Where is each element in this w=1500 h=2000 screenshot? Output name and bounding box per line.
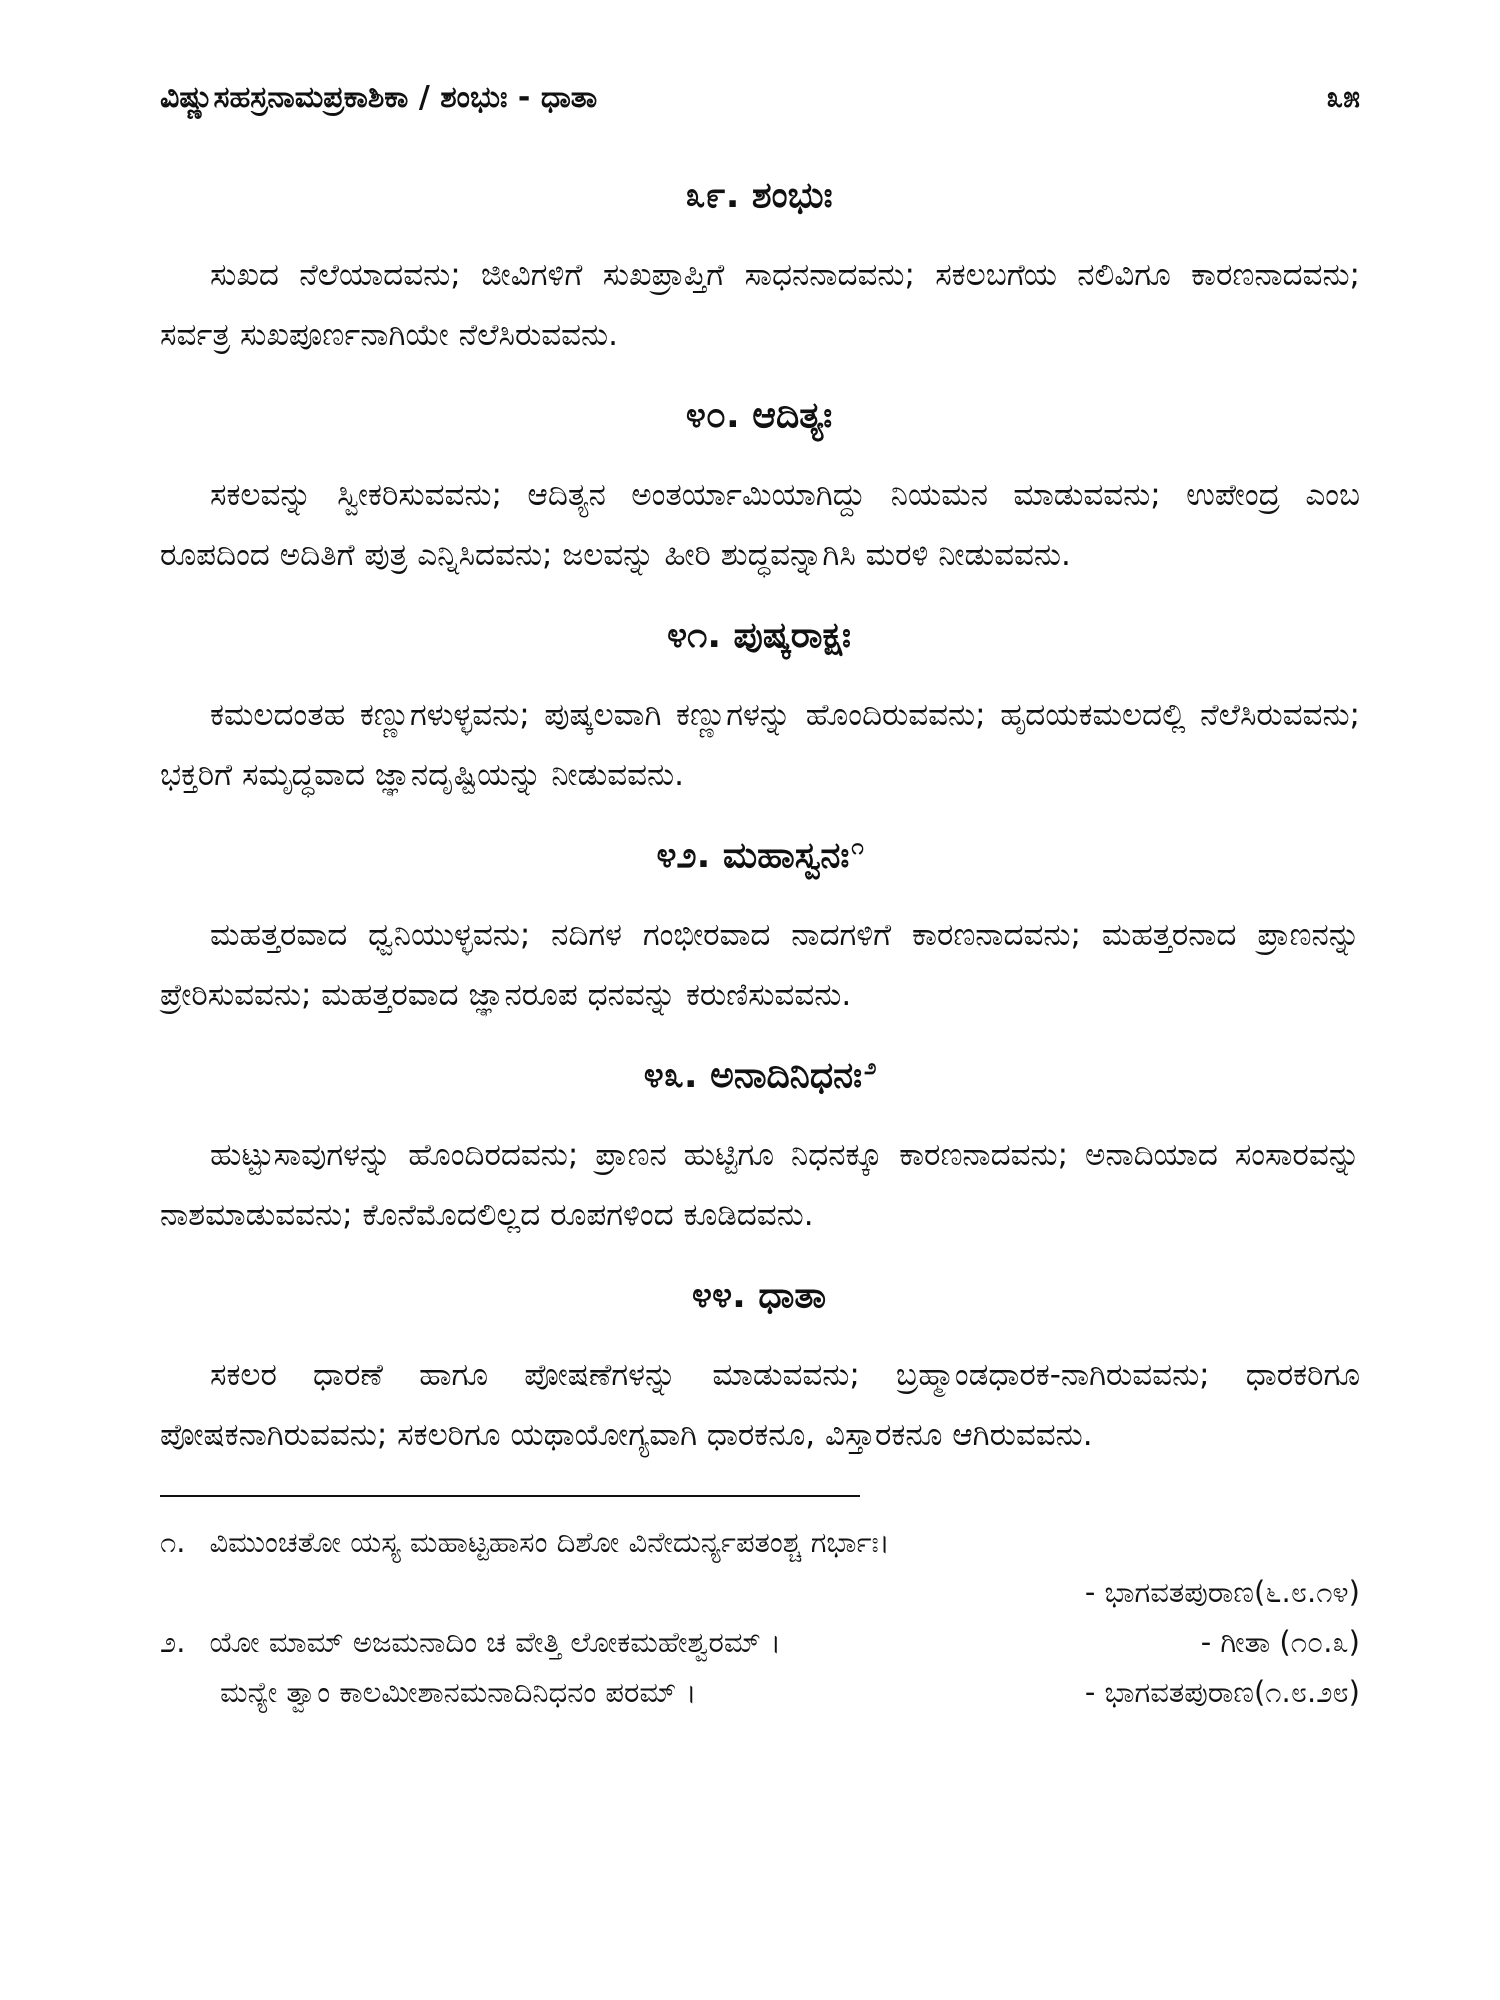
entry-heading [160,615,1360,657]
footnote-source: - ಗೀತಾ (೧೦.೩) [1200,1625,1360,1659]
page-number: ೩೫ [1326,80,1360,115]
entry [160,395,1360,585]
entry-heading-text: ೪೪. ಧಾತಾ [691,1275,827,1316]
entry-text: ಕಮಲದಂತಹ ಕಣ್ಣುಗಳುಳ್ಳವನು; ಪುಷ್ಕಲವಾಗಿ ಕಣ್ಣುಗಳನ್ನು ಹೊಂದಿರುವವನು; ಹೃದಯಕಮಲದಲ್ಲಿ ನೆಲೆಸಿರುವವನು; ಭಕ್ತರಿಗೆ ಸಮೃದ್ಧವಾದ ಜ್ಞಾನದೃಷ್ಟಿಯನ್ನು ನೀಡುವವನು. [160,697,1360,793]
running-title: ವಿಷ್ಣುಸಹಸ್ರನಾಮಪ್ರಕಾಶಿಕಾ / ಶಂಭುಃ - ಧಾತಾ [160,80,598,115]
entry-heading [160,175,1360,217]
footnote-ref: ೨ [864,1055,877,1080]
footnote-2 [160,1617,1360,1667]
footnote-ref: ೧ [851,835,864,860]
entry-heading [160,395,1360,437]
footnote-2-main [160,1617,781,1667]
footnote-1-main [160,1517,890,1567]
footnote-verse: ವಿಮುಂಚತೋ ಯಸ್ಯ ಮಹಾಟ್ಟಹಾಸಂ ದಿಶೋ ವಿನೇದುರ್ನ್ಯಪತಂಶ್ಚ ಗರ್ಭಾಃ। [209,1525,890,1559]
running-header [160,80,1360,115]
footnotes [160,1517,1360,1717]
entry-text: ಸಕಲರ ಧಾರಣೆ ಹಾಗೂ ಪೋಷಣೆಗಳನ್ನು ಮಾಡುವವನು; ಬ್ರಹ್ಮಾಂಡಧಾರಕ-ನಾಗಿರುವವನು; ಧಾರಕರಿಗೂ ಪೋಷಕನಾಗಿರುವವನು; ಸಕಲರಿಗೂ ಯಥಾಯೋಗ್ಯವಾಗಿ ಧಾರಕನೂ, ವಿಸ್ತಾರಕನೂ ಆಗಿರುವವನು. [160,1357,1360,1453]
footnote-verse: ಯೋ ಮಾಮ್ ಅಜಮನಾದಿಂ ಚ ವೇತ್ತಿ ಲೋಕಮಹೇಶ್ವರಮ್ । [209,1625,782,1659]
entry-text: ಹುಟ್ಟುಸಾವುಗಳನ್ನು ಹೊಂದಿರದವನು; ಪ್ರಾಣನ ಹುಟ್ಟಿಗೂ ನಿಧನಕ್ಕೂ ಕಾರಣನಾದವನು; ಅನಾದಿಯಾದ ಸಂಸಾರವನ್ನು ನಾಶಮಾಡುವವನು; ಕೊನೆಮೊದಲಿಲ್ಲದ ರೂಪಗಳಿಂದ ಕೂಡಿದವನು. [160,1137,1360,1233]
entry [160,1055,1360,1245]
entry [160,835,1360,1025]
entry-heading-text: ೪೨. ಮಹಾಸ್ವನಃ [656,835,850,876]
page [160,80,1360,1717]
entry-heading-text: ೪೩. ಅನಾದಿನಿಧನಃ [643,1055,863,1096]
footnote-number: ೨. [160,1625,186,1659]
entry-text: ಸುಖದ ನೆಲೆಯಾದವನು; ಜೀವಿಗಳಿಗೆ ಸುಖಪ್ರಾಪ್ತಿಗೆ ಸಾಧನನಾದವನು; ಸಕಲಬಗೆಯ ನಲಿವಿಗೂ ಕಾರಣನಾದವನು; ಸರ್ವತ್ರ ಸುಖಪೂರ್ಣನಾಗಿಯೇ ನೆಲೆಸಿರುವವನು. [160,257,1360,353]
entry-heading-text: ೪೧. ಪುಷ್ಕರಾಕ್ಷಃ [667,615,851,656]
entry-heading-text: ೪೦. ಆದಿತ್ಯಃ [685,395,833,436]
entry-text: ಮಹತ್ತರವಾದ ಧ್ವನಿಯುಳ್ಳವನು; ನದಿಗಳ ಗಂಭೀರವಾದ ನಾದಗಳಿಗೆ ಕಾರಣನಾದವನು; ಮಹತ್ತರನಾದ ಪ್ರಾಣನನ್ನು ಪ್ರೇರಿಸುವವನು; ಮಹತ್ತರವಾದ ಜ್ಞಾನರೂಪ ಧನವನ್ನು ಕರುಣಿಸುವವನು. [160,917,1360,1013]
footnote-source: - ಭಾಗವತಪುರಾಣ(೬.೮.೧೪) [1084,1575,1360,1609]
entry-heading [160,1055,1360,1097]
entry [160,175,1360,365]
entry-text: ಸಕಲವನ್ನು ಸ್ವೀಕರಿಸುವವನು; ಆದಿತ್ಯನ ಅಂತರ್ಯಾಮಿಯಾಗಿದ್ದು ನಿಯಮನ ಮಾಡುವವನು; ಉಪೇಂದ್ರ ಎಂಬ ರೂಪದಿಂದ ಅದಿತಿಗೆ ಪುತ್ರ ಎನ್ನಿಸಿದವನು; ಜಲವನ್ನು ಹೀರಿ ಶುದ್ಧವನ್ನಾಗಿಸಿ ಮರಳಿ ನೀಡುವವನು. [160,477,1360,573]
footnote-source: - ಭಾಗವತಪುರಾಣ(೧.೮.೨೮) [1084,1675,1360,1709]
entry [160,615,1360,805]
entry-heading [160,1275,1360,1317]
footnote-1 [160,1517,1360,1567]
entry-heading [160,835,1360,877]
footnote-2b [160,1667,1360,1717]
footnote-number: ೧. [160,1525,186,1559]
entry [160,1275,1360,1465]
footnote-divider [160,1495,860,1497]
entry-heading-text: ೩೯. ಶಂಭುಃ [685,175,833,216]
footnote-verse: ಮನ್ಯೇ ತ್ವಾಂ ಕಾಲಮೀಶಾನಮನಾದಿನಿಧನಂ ಪರಮ್ । [220,1675,697,1709]
